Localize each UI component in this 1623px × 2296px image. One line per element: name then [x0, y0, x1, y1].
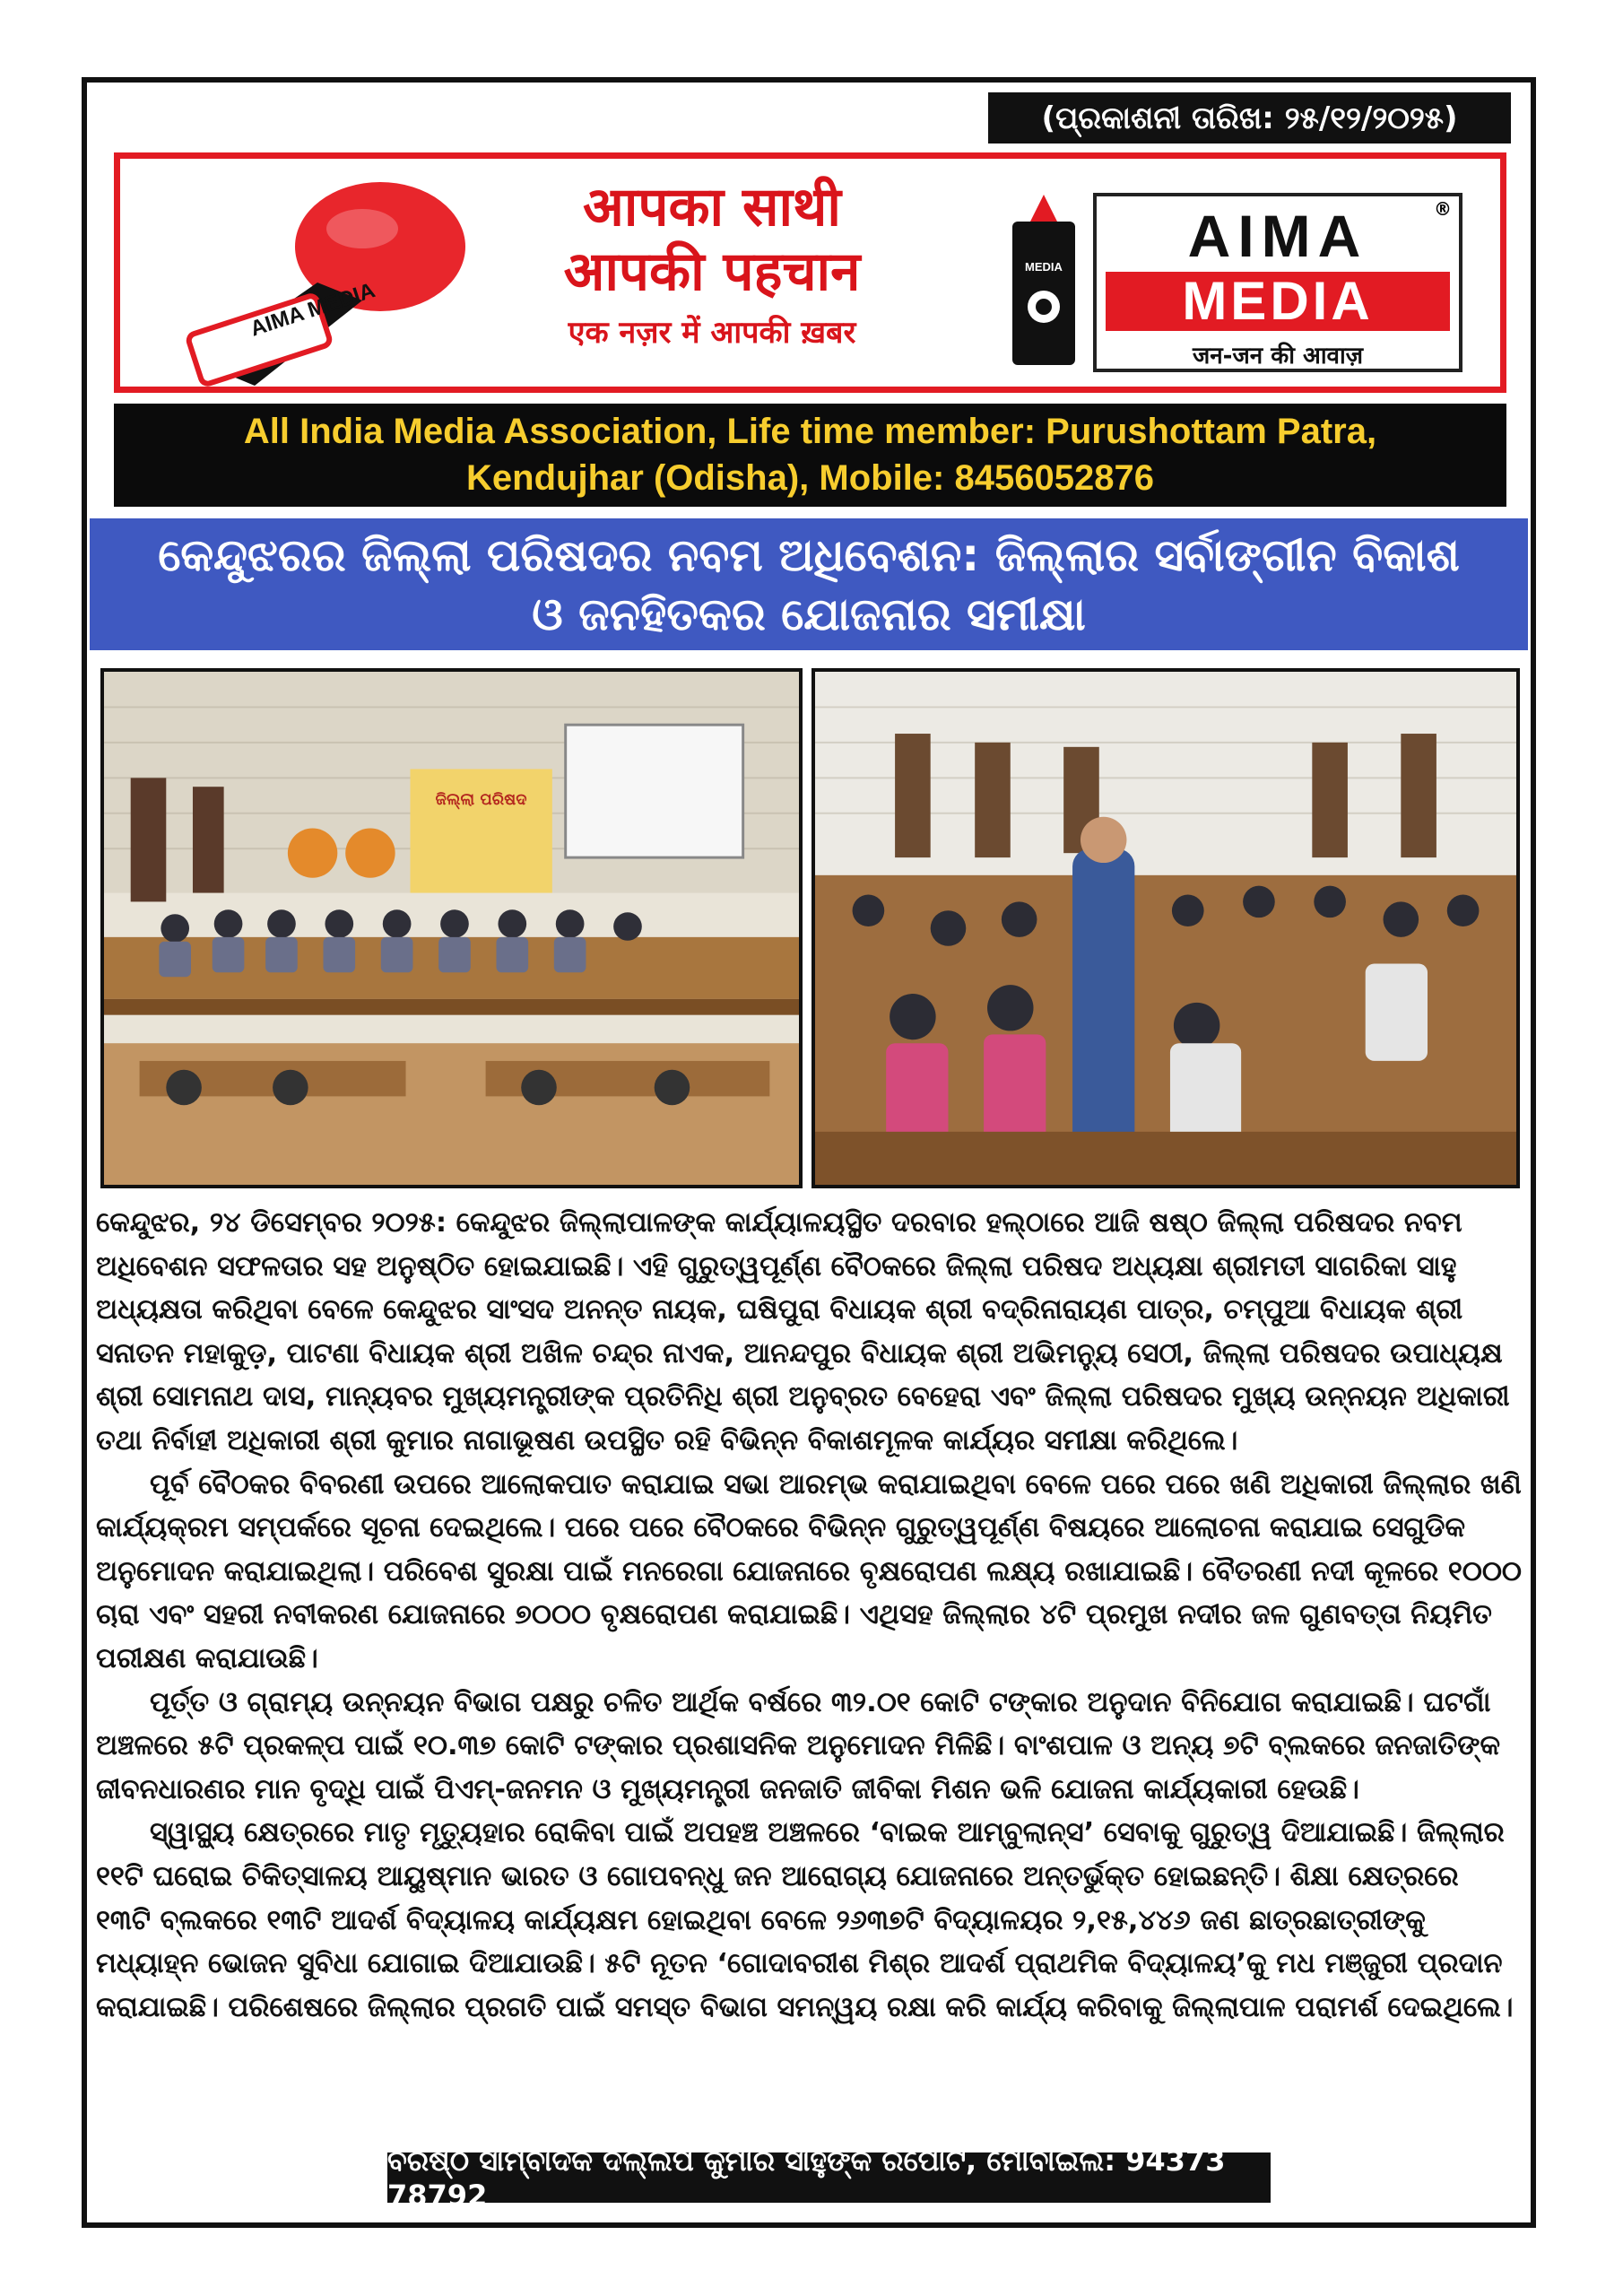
- article-paragraph-1: କେନ୍ଦୁଝର, ୨୪ ଡିସେମ୍ବର ୨୦୨୫: କେନ୍ଦୁଝର ଜିଲ୍ଲାପାଳଙ୍କ କାର୍ଯ୍ୟାଳୟସ୍ଥିତ ଦରବାର ହଲ୍‌ଠାରେ ଆଜି ଷଷ୍ଠ ଜିଲ୍ଲା ପରିଷଦର ନବମ ଅଧିବେଶନ ସଫଳତାର ସହ ଅନୁଷ୍ଠିତ ହୋଇଯାଇଛି। ଏହି ଗୁରୁତ୍ୱପୂର୍ଣ୍ଣ ବୈଠକରେ ଜିଲ୍ଲା ପରିଷଦ ଅଧ୍ୟକ୍ଷା ଶ୍ରୀମତୀ ସାଗରିକା ସାହୁ ଅଧ୍ୟକ୍ଷତା କରିଥିବା ବେଳେ କେନ୍ଦୁଝର ସାଂସଦ ଅନନ୍ତ ନାୟକ, ଘଷିପୁରା ବିଧାୟକ ଶ୍ରୀ ବଦ୍ରିନାରାୟଣ ପାତ୍ର, ଚମ୍ପୁଆ ବିଧାୟକ ଶ୍ରୀ ସନାତନ ମହାକୁଡ଼, ପାଟଣା ବିଧାୟକ ଶ୍ରୀ ଅଖିଳ ଚନ୍ଦ୍ର ନାଏକ, ଆନନ୍ଦପୁର ବିଧାୟକ ଶ୍ରୀ ଅଭିମନ୍ୟୁ ସେଠୀ, ଜିଲ୍ଲା ପରିଷଦର ଉପାଧ୍ୟକ୍ଷ ଶ୍ରୀ ସୋମନାଥ ଦାସ, ମାନ୍ୟବର ମୁଖ୍ୟମନ୍ତ୍ରୀଙ୍କ ପ୍ରତିନିଧି ଶ୍ରୀ ଅନୁବ୍ରତ ବେହେରା ଏବଂ ଜିଲ୍ଲା ପରିଷଦର ମୁଖ୍ୟ ଉନ୍ନୟନ ଅଧିକାରୀ ତଥା ନିର୍ବାହୀ ଅଧିକାରୀ ଶ୍ରୀ କୁମାର ନାଗାଭୂଷଣ ଉପସ୍ଥିତ ରହି ବିଭିନ୍ନ ବିକାଶମୂଳକ କାର୍ଯ୍ୟର ସମୀକ୍ଷା କରିଥିଲେ।: [96, 1207, 1510, 1457]
- article-body: [96, 1202, 1522, 2030]
- hindi-tagline: [425, 175, 999, 356]
- aima-media-banner: [114, 152, 1506, 393]
- registered-mark: ®: [1434, 198, 1452, 220]
- membership-bar: [114, 404, 1506, 507]
- article-paragraph-3: ପୂର୍ତ୍ତ ଓ ଗ୍ରାମ୍ୟ ଉନ୍ନୟନ ବିଭାଗ ପକ୍ଷରୁ ଚଳିତ ଆର୍ଥିକ ବର୍ଷରେ ୩୨.୦୧ କୋଟି ଟଙ୍କାର ଅନୁଦାନ ବିନିଯୋଗ କରାଯାଇଛି। ଘଟଗାଁ ଅଞ୍ଚଳରେ ୫ଟି ପ୍ରକଳ୍ପ ପାଇଁ ୧୦.୩୭ କୋଟି ଟଙ୍କାର ପ୍ରଶାସନିକ ଅନୁମୋଦନ ମିଳିଛି। ବାଂଶପାଳ ଓ ଅନ୍ୟ ୭ଟି ବ୍ଲକରେ ଜନଜାତିଙ୍କ ଜୀବନଧାରଣର ମାନ ବୃଦ୍ଧି ପାଇଁ ପିଏମ୍-ଜନମନ ଓ ମୁଖ୍ୟମନ୍ତ୍ରୀ ଜନଜାତି ଜୀବିକା ମିଶନ ଭଳି ଯୋଜନା କାର୍ଯ୍ୟକାରୀ ହେଉଛି।: [96, 1686, 1500, 1805]
- tower-label: MEDIA: [1025, 260, 1063, 274]
- publication-date: (ପ୍ରକାଶନୀ ତାରିଖ: ୨୫/୧୨/୨୦୨୫): [988, 92, 1511, 144]
- article-paragraph-4: ସ୍ୱାସ୍ଥ୍ୟ କ୍ଷେତ୍ରରେ ମାତୃ ମୃତ୍ୟୁହାର ରୋକିବା ପାଇଁ ଅପହଞ୍ଚ ଅଞ୍ଚଳରେ ‘ବାଇକ ଆମ୍ବୁଲାନ୍ସ’ ସେବାକୁ ଗୁରୁତ୍ୱ ଦିଆଯାଇଛି। ଜିଲ୍ଲାର ୧୧ଟି ଘରୋଇ ଚିକିତ୍ସାଳୟ ଆୟୁଷ୍ମାନ ଭାରତ ଓ ଗୋପବନ୍ଧୁ ଜନ ଆରୋଗ୍ୟ ଯୋଜନାରେ ଅନ୍ତର୍ଭୁକ୍ତ ହୋଇଛନ୍ତି। ଶିକ୍ଷା କ୍ଷେତ୍ରରେ ୧୩ଟି ବ୍ଲକରେ ୧୩ଟି ଆଦର୍ଶ ବିଦ୍ୟାଳୟ କାର୍ଯ୍ୟକ୍ଷମ ହୋଇଥିବା ବେଳେ ୨୬୩୭ଟି ବିଦ୍ୟାଳୟର ୨,୧୫,୪୪୬ ଜଣ ଛାତ୍ରଛାତ୍ରୀଙ୍କୁ ମଧ୍ୟାହ୍ନ ଭୋଜନ ସୁବିଧା ଯୋଗାଇ ଦିଆଯାଉଛି। ୫ଟି ନୂତନ ‘ଗୋଦାବରୀଶ ମିଶ୍ର ଆଦର୍ଶ ପ୍ରାଥମିକ ବିଦ୍ୟାଳୟ’କୁ ମଧ ମଞ୍ଜୁରୀ ପ୍ରଦାନ କରାଯାଇଛି। ପରିଶେଷରେ ଜିଲ୍ଲାର ପ୍ରଗତି ପାଇଁ ସମସ୍ତ ବିଭାଗ ସମନ୍ୱୟ ରକ୍ଷା କରି କାର୍ଯ୍ୟ କରିବାକୁ ଜିଲ୍ଲାପାଳ ପରାମର୍ଶ ଦେଇଥିଲେ।: [96, 1817, 1514, 2023]
- logo-slogan: जन-जन की आवाज़: [1192, 343, 1364, 370]
- headline-line2: ଓ ଜନହିତକର ଯୋଜନାର ସମୀକ୍ଷା: [532, 588, 1086, 640]
- article-paragraph-2: ପୂର୍ବ ବୈଠକର ବିବରଣୀ ଉପରେ ଆଲୋକପାତ କରାଯାଇ ସଭା ଆରମ୍ଭ କରାଯାଇଥିବା ବେଳେ ପରେ ପରେ ଖଣି ଅଧିକାରୀ ଜିଲ୍ଲାର ଖଣି କାର୍ଯ୍ୟକ୍ରମ ସମ୍ପର୍କରେ ସୂଚନା ଦେଇଥିଲେ। ପରେ ପରେ ବୈଠକରେ ବିଭିନ୍ନ ଗୁରୁତ୍ୱପୂର୍ଣ୍ଣ ବିଷୟରେ ଆଲୋଚନା କରାଯାଇ ସେଗୁଡିକ ଅନୁମୋଦନ କରାଯାଇଥିଲା। ପରିବେଶ ସୁରକ୍ଷା ପାଇଁ ମନରେଗା ଯୋଜନାରେ ବୃକ୍ଷରୋପଣ ଲକ୍ଷ୍ୟ ରଖାଯାଇଛି। ବୈତରଣୀ ନଦୀ କୂଳରେ ୧୦୦୦ ଚାରା ଏବଂ ସହରୀ ନବୀକରଣ ଯୋଜନାରେ ୭୦୦୦ ବୃକ୍ଷରୋପଣ କରାଯାଇଛି। ଏଥିସହ ଜିଲ୍ଲାର ୪ଟି ପ୍ରମୁଖ ନଦୀର ଜଳ ଗୁଣବତ୍ତା ନିୟମିତ ପରୀକ୍ଷଣ କରାଯାଉଛି।: [96, 1468, 1522, 1674]
- membership-line2: Kendujhar (Odisha), Mobile: 8456052876: [466, 458, 1154, 498]
- tagline-line3: एक नज़र में आपकी ख़बर: [568, 315, 856, 351]
- meeting-photo-right: [812, 668, 1520, 1188]
- membership-line1: All India Media Association, Life time member: Purushottam Patra,: [243, 412, 1377, 451]
- page-title: [90, 518, 1528, 650]
- broadcast-tower-icon: [1003, 195, 1084, 370]
- meeting-photo-left: [100, 668, 803, 1188]
- headline-line1: କେନ୍ଦୁଝରର ଜିଲ୍ଲା ପରିଷଦର ନବମ ଅଧିବେଶନ: ଜିଲ୍ଲାର ସର୍ବାଙ୍ଗୀନ ବିକାଶ: [158, 529, 1460, 581]
- tagline-line2: आपकी पहचान: [563, 240, 861, 303]
- microphone-icon: [147, 175, 470, 390]
- mic-label: AIMA MEDIA: [247, 278, 378, 342]
- logo-aima-text: AIMA: [1187, 203, 1368, 269]
- tagline-line1: आपका साथी: [583, 176, 841, 239]
- photo-banner-text: ଜିଲ୍ଲା ପରିଷଦ: [435, 789, 527, 809]
- reporter-credit: ବରିଷ୍ଠ ସାମ୍ବାଦିକ ଦିଲ୍ଲିପ କୁମାର ସାହୁଙ୍କ ରିପୋର୍ଟ, ମୋବାଇଲ: 94373 78792: [387, 2152, 1271, 2203]
- logo-media-text: MEDIA: [1106, 272, 1450, 331]
- aima-media-logo: [1093, 193, 1462, 372]
